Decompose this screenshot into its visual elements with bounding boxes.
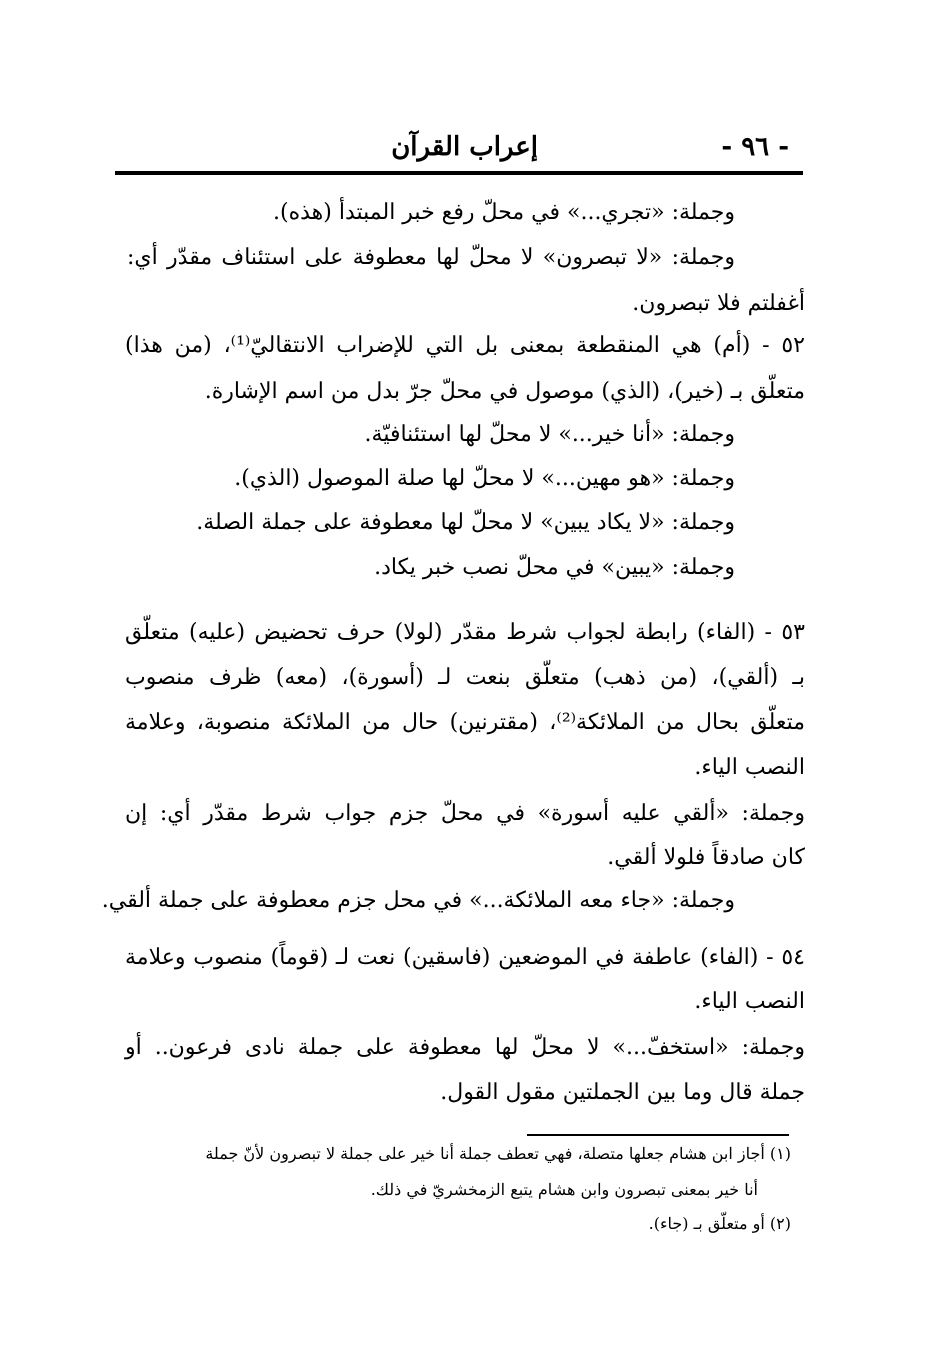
body-line: كان صادقاً فلولا ألقي.	[607, 845, 805, 870]
body-line: وجملة: «هو مهين...» لا محلّ لها صلة الموصول (الذي).	[234, 466, 735, 491]
header-rule	[115, 171, 803, 175]
body-line: النصب الياء.	[694, 989, 805, 1014]
body-line: وجملة: «يبين» في محلّ نصب خبر يكاد.	[374, 555, 735, 580]
footnote-line: أنا خير بمعنى تبصرون وابن هشام يتبع الزمخشريّ في ذلك.	[370, 1180, 758, 1199]
body-line: وجملة: «ألقي عليه أسورة» في محلّ جزم جواب شرط مقدّر أي: إن	[125, 801, 805, 826]
footnote-line: (١) أجاز ابن هشام جعلها متصلة، فهي تعطف جملة أنا خير على جملة لا تبصرون لأنّ جملة	[205, 1144, 791, 1163]
paragraph-53-line: ٥٣ - (الفاء) رابطة لجواب شرط مقدّر (لولا) حرف تحضيض (عليه) متعلّق	[125, 620, 805, 645]
body-line: وجملة: «تجري...» في محلّ رفع خبر المبتدأ (هذه).	[273, 200, 735, 225]
book-title: إعراب القرآن	[391, 132, 538, 162]
page-header	[115, 128, 803, 172]
body-line: وجملة: «لا يكاد يبين» لا محلّ لها معطوفة على جملة الصلة.	[196, 510, 735, 535]
body-line: وجملة: «أنا خير...» لا محلّ لها استئنافيّة.	[364, 422, 735, 447]
footnote-line: (٢) أو متعلّق بـ (جاء).	[648, 1214, 791, 1233]
body-line: النصب الياء.	[694, 755, 805, 780]
footnote-rule	[527, 1134, 789, 1136]
body-line: أغفلتم فلا تبصرون.	[632, 291, 805, 316]
body-line: جملة قال وما بين الجملتين مقول القول.	[440, 1080, 805, 1105]
body-line: متعلّق بحال من الملائكة⁽²⁾، (مقترنين) حال من الملائكة منصوبة، وعلامة	[125, 710, 806, 735]
body-line: وجملة: «لا تبصرون» لا محلّ لها معطوفة على استئناف مقدّر أي:	[127, 245, 735, 270]
paragraph-52-line: ٥٢ - (أم) هي المنقطعة بمعنى بل التي للإضراب الانتقاليّ⁽¹⁾، (من هذا)	[125, 333, 805, 358]
body-line: وجملة: «جاء معه الملائكة...» في محل جزم معطوفة على جملة ألقي.	[101, 888, 735, 913]
paragraph-54-line: ٥٤ - (الفاء) عاطفة في الموضعين (فاسقين) نعت لـ (قوماً) منصوب وعلامة	[125, 945, 805, 970]
body-line: متعلّق بـ (خير)، (الذي) موصول في محلّ جرّ بدل من اسم الإشارة.	[204, 379, 805, 404]
page-number: - ٩٦ -	[721, 132, 789, 162]
body-line: وجملة: «استخفّ...» لا محلّ لها معطوفة على جملة نادى فرعون.. أو	[125, 1035, 805, 1060]
body-line: بـ (ألقي)، (من ذهب) متعلّق بنعت لـ (أسورة)، (معه) ظرف منصوب	[125, 665, 805, 690]
